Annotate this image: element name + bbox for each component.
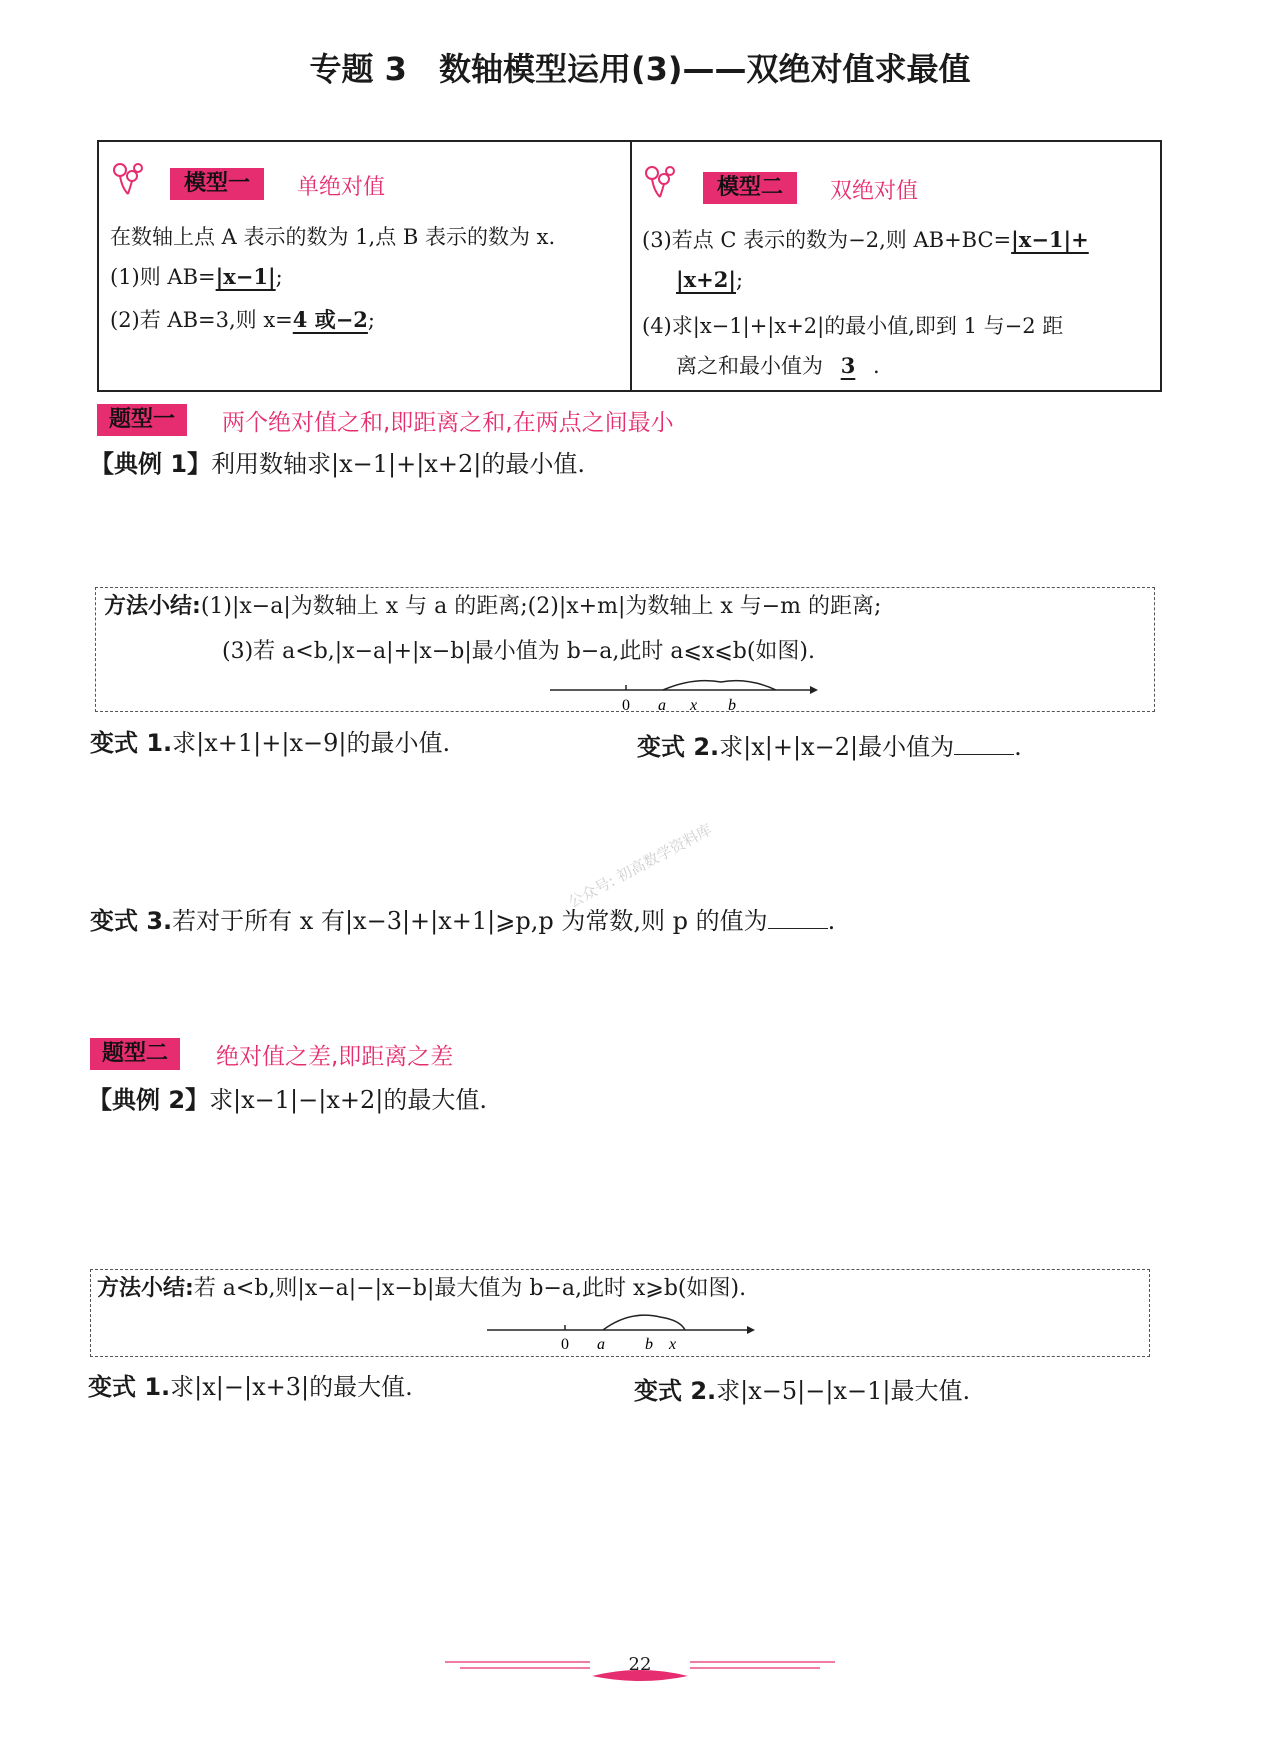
example2-text: 求|x−1|−|x+2|的最大值.	[209, 1086, 487, 1114]
model1-line2	[110, 262, 283, 292]
method1-label: 方法小结:	[104, 594, 201, 619]
model1-subtitle: 单绝对值	[297, 175, 386, 200]
model-divider	[630, 140, 632, 392]
section2-variant1	[88, 1371, 413, 1403]
s2-var2-text: 求|x−5|−|x−1|最大值.	[716, 1377, 971, 1405]
axis1-label-0: 0	[622, 697, 630, 712]
method1-line2: (3)若 a<b,|x−a|+|x−b|最小值为 b−a,此时 a⩽x⩽b(如图).	[222, 639, 815, 664]
s1-var3-blank	[768, 906, 828, 929]
axis2-label-0: 0	[561, 1336, 569, 1352]
model2-line2	[676, 265, 743, 295]
s1-var3-label: 变式 3.	[90, 907, 173, 935]
model1-line2-prefix: (1)则 AB=	[110, 265, 216, 289]
model2-line2-answer: |x+2|	[676, 267, 737, 292]
s1-var3-text: 若对于所有 x 有|x−3|+|x+1|⩾p,p 为常数,则 p 的值为	[172, 907, 768, 935]
model2-line1-prefix: (3)若点 C 表示的数为−2,则 AB+BC=	[642, 228, 1012, 252]
model2-line1	[642, 225, 1089, 255]
s2-var1-label: 变式 1.	[88, 1373, 171, 1401]
model2-line4	[676, 351, 880, 381]
flower-icon	[108, 160, 148, 196]
section1-variant3	[90, 905, 835, 937]
model2-line4-suffix: .	[873, 354, 880, 378]
method2-text1: 若 a<b,则|x−a|−|x−b|最大值为 b−a,此时 x⩾b(如图).	[193, 1276, 747, 1301]
section2-badge: 题型二	[90, 1038, 180, 1070]
model1-line2-answer: |x−1|	[215, 264, 276, 289]
section2-title: 绝对值之差,即距离之差	[216, 1044, 454, 1070]
number-line-1	[548, 672, 818, 712]
axis2-label-b: b	[645, 1336, 653, 1352]
flower-icon	[640, 163, 680, 199]
model2-line2-suffix: ;	[736, 268, 744, 292]
watermark: 公众号: 初高数学资料库	[565, 820, 715, 912]
model1-line1: 在数轴上点 A 表示的数为 1,点 B 表示的数为 x.	[110, 225, 556, 249]
model2-line4-prefix: 离之和最小值为	[676, 354, 823, 378]
s1-var2-suffix: .	[1014, 733, 1022, 761]
s1-var3-suffix: .	[827, 907, 836, 935]
section1-variant2	[637, 731, 1022, 763]
page-number: 22	[628, 1654, 652, 1675]
section1-variant1	[90, 727, 450, 759]
page-title: 专题 3 数轴模型运用(3)——双绝对值求最值	[309, 50, 971, 88]
number-line-2	[485, 1312, 755, 1352]
method1-text1: (1)|x−a|为数轴上 x 与 a 的距离;(2)|x+m|为数轴上 x 与−m 的距离;	[200, 594, 882, 619]
model1-line3-answer: 4 或−2	[292, 307, 368, 332]
axis2-label-x: x	[669, 1336, 677, 1352]
model2-subtitle: 双绝对值	[830, 179, 919, 204]
model1-badge: 模型一	[170, 168, 264, 200]
method2-label: 方法小结:	[97, 1276, 194, 1301]
axis1-label-x: x	[690, 697, 698, 712]
axis1-label-b: b	[728, 697, 736, 712]
s2-var2-label: 变式 2.	[634, 1377, 717, 1405]
model1-line3-prefix: (2)若 AB=3,则 x=	[110, 308, 293, 332]
s2-var1-text: 求|x|−|x+3|的最大值.	[170, 1373, 413, 1401]
axis2-label-a: a	[597, 1336, 605, 1352]
example1-text: 利用数轴求|x−1|+|x+2|的最小值.	[211, 450, 585, 478]
model1-line3-suffix: ;	[367, 308, 375, 332]
s1-var2-text: 求|x|+|x−2|最小值为	[719, 733, 955, 761]
example1	[90, 448, 585, 480]
method1-line1	[104, 592, 881, 622]
model2-line4-answer: 3	[840, 353, 856, 378]
example2	[88, 1084, 487, 1116]
model1-line3	[110, 305, 375, 335]
model2-line1-answer: |x−1|+	[1011, 227, 1089, 252]
example2-label: 【典例 2】	[88, 1086, 210, 1114]
axis1-label-a: a	[658, 697, 666, 712]
model2-line3: (4)求|x−1|+|x+2|的最小值,即到 1 与−2 距	[642, 314, 1064, 338]
section1-badge: 题型一	[97, 404, 187, 436]
s1-var2-blank	[954, 732, 1014, 755]
section2-variant2	[634, 1375, 970, 1407]
model1-line2-suffix: ;	[275, 265, 283, 289]
s1-var2-label: 变式 2.	[637, 733, 720, 761]
s1-var1-text: 求|x+1|+|x−9|的最小值.	[172, 729, 451, 757]
example1-label: 【典例 1】	[90, 450, 212, 478]
s1-var1-label: 变式 1.	[90, 729, 173, 757]
model2-badge: 模型二	[703, 172, 797, 204]
section1-title: 两个绝对值之和,即距离之和,在两点之间最小	[222, 410, 674, 436]
method2-line1	[97, 1274, 746, 1304]
